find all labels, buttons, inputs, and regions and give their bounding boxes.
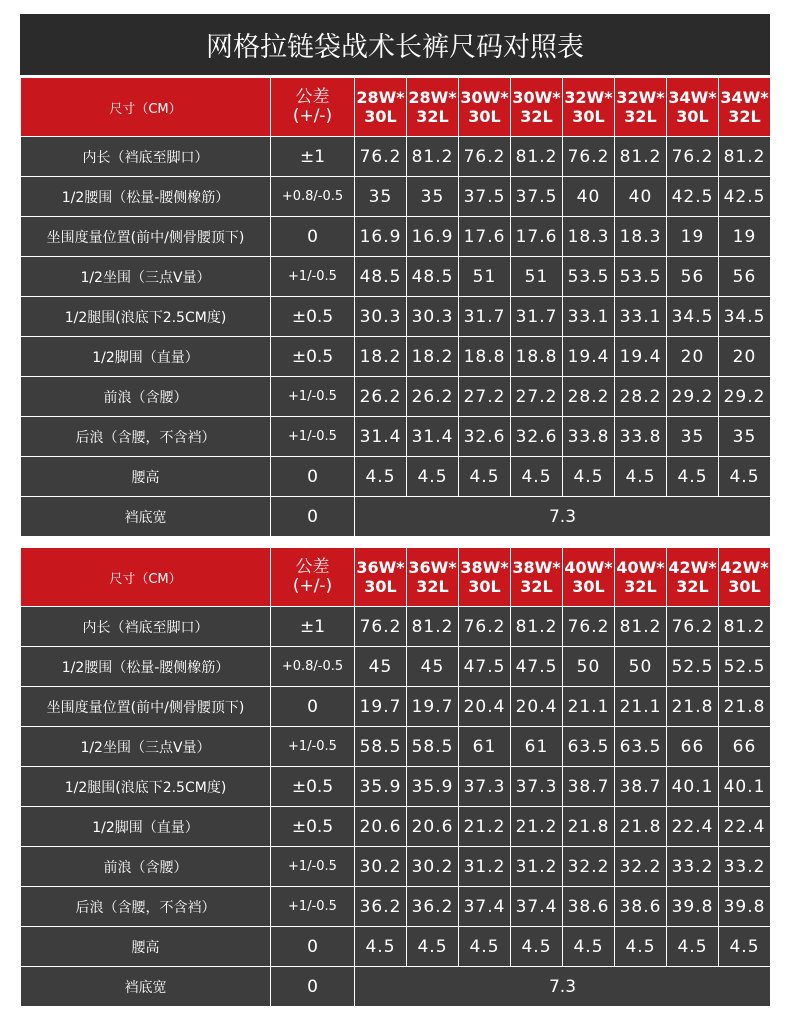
size-label-header: 尺寸（CM） (21, 548, 271, 607)
measurement-value: 35.9 (355, 767, 407, 807)
measurement-value: 61 (459, 727, 511, 767)
measurement-value: 4.5 (459, 927, 511, 967)
size-waist: 38W* (512, 558, 561, 577)
measurement-value: 40 (563, 177, 615, 217)
measurement-value: 20.4 (459, 687, 511, 727)
measurement-label: 1/2脚围（直量） (21, 807, 271, 847)
measurement-value: 81.2 (511, 137, 563, 177)
measurement-value: 33.1 (615, 297, 667, 337)
measurement-value: 4.5 (667, 927, 719, 967)
measurement-value: 31.2 (459, 847, 511, 887)
measurement-value: 4.5 (563, 927, 615, 967)
measurement-value: 39.8 (667, 887, 719, 927)
table-row (21, 807, 771, 847)
measurement-value: 63.5 (615, 727, 667, 767)
measurement-value: 36.2 (355, 887, 407, 927)
measurement-value: 58.5 (407, 727, 459, 767)
measurement-value: 19 (667, 217, 719, 257)
tolerance-value: +1/-0.5 (271, 417, 355, 457)
tolerance-value: 0 (271, 687, 355, 727)
table-row (21, 927, 771, 967)
size-header (407, 78, 459, 137)
measurement-value: 56 (667, 257, 719, 297)
table-row (21, 687, 771, 727)
measurement-value: 50 (563, 647, 615, 687)
measurement-value: 38.6 (563, 887, 615, 927)
tolerance-value: +0.8/-0.5 (271, 647, 355, 687)
size-length: 32L (520, 577, 553, 596)
measurement-label: 后浪（含腰，不含裆） (21, 417, 271, 457)
measurement-value: 36.2 (407, 887, 459, 927)
measurement-value: 81.2 (615, 607, 667, 647)
tolerance-value: +1/-0.5 (271, 257, 355, 297)
measurement-value: 18.3 (563, 217, 615, 257)
measurement-value: 63.5 (563, 727, 615, 767)
measurement-value: 47.5 (459, 647, 511, 687)
table-row (21, 217, 771, 257)
size-chart (20, 14, 770, 1016)
size-header (563, 78, 615, 137)
size-length: 32L (520, 107, 553, 126)
size-waist: 34W* (720, 88, 769, 107)
measurement-value: 27.2 (511, 377, 563, 417)
size-waist: 28W* (356, 88, 405, 107)
measurement-label: 1/2坐围（三点V量） (21, 727, 271, 767)
measurement-value: 22.4 (719, 807, 771, 847)
measurement-value: 29.2 (667, 377, 719, 417)
size-header (511, 548, 563, 607)
measurement-value: 4.5 (615, 457, 667, 497)
tolerance-header (271, 548, 355, 607)
measurement-value: 17.6 (459, 217, 511, 257)
measurement-value: 37.4 (459, 887, 511, 927)
crotch-width-value: 7.3 (355, 967, 771, 1007)
size-length: 32L (676, 577, 709, 596)
measurement-label: 1/2坐围（三点V量） (21, 257, 271, 297)
measurement-value: 35 (355, 177, 407, 217)
measurement-value: 39.8 (719, 887, 771, 927)
measurement-value: 33.2 (667, 847, 719, 887)
size-header (459, 548, 511, 607)
measurement-value: 47.5 (511, 647, 563, 687)
measurement-value: 28.2 (563, 377, 615, 417)
table-row (21, 887, 771, 927)
measurement-value: 31.4 (407, 417, 459, 457)
measurement-value: 48.5 (355, 257, 407, 297)
measurement-value: 40.1 (667, 767, 719, 807)
measurement-value: 50 (615, 647, 667, 687)
measurement-value: 38.7 (615, 767, 667, 807)
size-waist: 32W* (616, 88, 665, 107)
measurement-value: 81.2 (511, 607, 563, 647)
measurement-value: 35 (719, 417, 771, 457)
measurement-value: 20 (719, 337, 771, 377)
size-waist: 42W* (668, 558, 717, 577)
measurement-value: 34.5 (667, 297, 719, 337)
size-label-header: 尺寸（CM） (21, 78, 271, 137)
size-table-2 (20, 547, 771, 1007)
tolerance-value: 0 (271, 457, 355, 497)
measurement-label: 1/2脚围（直量） (21, 337, 271, 377)
tolerance-value: 0 (271, 497, 355, 537)
measurement-value: 51 (511, 257, 563, 297)
size-waist: 30W* (512, 88, 561, 107)
size-waist: 36W* (356, 558, 405, 577)
measurement-value: 37.3 (511, 767, 563, 807)
measurement-label: 前浪（含腰） (21, 377, 271, 417)
measurement-value: 4.5 (615, 927, 667, 967)
measurement-label: 1/2腰围（松量-腰侧橡筋） (21, 647, 271, 687)
table-row (21, 767, 771, 807)
tolerance-value: +1/-0.5 (271, 887, 355, 927)
measurement-value: 21.2 (511, 807, 563, 847)
measurement-value: 32.6 (459, 417, 511, 457)
tolerance-value: 0 (271, 927, 355, 967)
measurement-value: 33.8 (563, 417, 615, 457)
measurement-value: 42.5 (719, 177, 771, 217)
table-row (21, 137, 771, 177)
table-row (21, 257, 771, 297)
measurement-value: 81.2 (719, 137, 771, 177)
measurement-value: 31.7 (511, 297, 563, 337)
measurement-value: 20 (667, 337, 719, 377)
table-row (21, 417, 771, 457)
measurement-value: 40.1 (719, 767, 771, 807)
measurement-value: 76.2 (459, 607, 511, 647)
measurement-value: 31.2 (511, 847, 563, 887)
size-waist: 36W* (408, 558, 457, 577)
measurement-value: 31.4 (355, 417, 407, 457)
size-header (667, 78, 719, 137)
measurement-value: 53.5 (563, 257, 615, 297)
size-length: 32L (416, 107, 449, 126)
measurement-value: 53.5 (615, 257, 667, 297)
measurement-value: 21.2 (459, 807, 511, 847)
measurement-value: 81.2 (407, 137, 459, 177)
measurement-value: 19.7 (355, 687, 407, 727)
measurement-value: 76.2 (563, 607, 615, 647)
table-row (21, 337, 771, 377)
measurement-value: 32.6 (511, 417, 563, 457)
size-length: 32L (624, 107, 657, 126)
size-waist: 32W* (564, 88, 613, 107)
measurement-value: 76.2 (667, 607, 719, 647)
tolerance-value: +0.8/-0.5 (271, 177, 355, 217)
measurement-label: 1/2腰围（松量-腰侧橡筋） (21, 177, 271, 217)
table-row (21, 967, 771, 1007)
measurement-value: 76.2 (459, 137, 511, 177)
measurement-value: 21.1 (563, 687, 615, 727)
size-header (719, 78, 771, 137)
measurement-value: 61 (511, 727, 563, 767)
measurement-value: 29.2 (719, 377, 771, 417)
size-header (407, 548, 459, 607)
measurement-value: 37.3 (459, 767, 511, 807)
measurement-label: 前浪（含腰） (21, 847, 271, 887)
measurement-value: 40 (615, 177, 667, 217)
measurement-value: 21.8 (615, 807, 667, 847)
measurement-value: 32.2 (563, 847, 615, 887)
measurement-value: 42.5 (667, 177, 719, 217)
tolerance-header-line1: 公差 (295, 87, 330, 107)
measurement-value: 4.5 (563, 457, 615, 497)
measurement-value: 20.4 (511, 687, 563, 727)
measurement-value: 33.2 (719, 847, 771, 887)
measurement-value: 66 (719, 727, 771, 767)
measurement-value: 21.8 (719, 687, 771, 727)
measurement-label: 腰高 (21, 457, 271, 497)
measurement-value: 28.2 (615, 377, 667, 417)
size-length: 30L (364, 577, 397, 596)
measurement-value: 4.5 (719, 927, 771, 967)
measurement-value: 18.8 (511, 337, 563, 377)
chart-title: 网格拉链袋战术长裤尺码对照表 (20, 14, 770, 75)
measurement-value: 45 (355, 647, 407, 687)
measurement-value: 30.2 (407, 847, 459, 887)
measurement-value: 4.5 (511, 927, 563, 967)
measurement-value: 35.9 (407, 767, 459, 807)
table-row (21, 457, 771, 497)
size-header (667, 548, 719, 607)
measurement-value: 19.7 (407, 687, 459, 727)
measurement-value: 48.5 (407, 257, 459, 297)
size-waist: 40W* (616, 558, 665, 577)
measurement-value: 52.5 (719, 647, 771, 687)
table-row (21, 297, 771, 337)
measurement-value: 45 (407, 647, 459, 687)
size-length: 30L (728, 577, 761, 596)
measurement-value: 4.5 (459, 457, 511, 497)
measurement-value: 56 (719, 257, 771, 297)
crotch-width-value: 7.3 (355, 497, 771, 537)
measurement-label: 1/2腿围(浪底下2.5CM度) (21, 767, 271, 807)
measurement-label: 裆底宽 (21, 497, 271, 537)
size-header (511, 78, 563, 137)
tolerance-value: +1/-0.5 (271, 847, 355, 887)
size-header (355, 78, 407, 137)
size-length: 30L (572, 577, 605, 596)
measurement-value: 21.1 (615, 687, 667, 727)
tolerance-value: 0 (271, 967, 355, 1007)
measurement-value: 4.5 (407, 927, 459, 967)
table-row (21, 497, 771, 537)
tolerance-value: ±1 (271, 607, 355, 647)
measurement-value: 76.2 (355, 607, 407, 647)
size-header (355, 548, 407, 607)
tolerance-value: ±0.5 (271, 297, 355, 337)
measurement-value: 20.6 (355, 807, 407, 847)
measurement-value: 37.5 (511, 177, 563, 217)
tolerance-value: 0 (271, 217, 355, 257)
measurement-value: 17.6 (511, 217, 563, 257)
measurement-value: 76.2 (563, 137, 615, 177)
table-row (21, 727, 771, 767)
tolerance-value: ±0.5 (271, 807, 355, 847)
measurement-value: 4.5 (407, 457, 459, 497)
measurement-value: 4.5 (667, 457, 719, 497)
measurement-value: 31.7 (459, 297, 511, 337)
size-length: 32L (624, 577, 657, 596)
measurement-value: 4.5 (511, 457, 563, 497)
measurement-label: 腰高 (21, 927, 271, 967)
tolerance-value: +1/-0.5 (271, 377, 355, 417)
measurement-label: 后浪（含腰，不含裆） (21, 887, 271, 927)
measurement-value: 19.4 (563, 337, 615, 377)
measurement-value: 81.2 (407, 607, 459, 647)
table-row (21, 847, 771, 887)
measurement-value: 4.5 (355, 457, 407, 497)
measurement-value: 34.5 (719, 297, 771, 337)
measurement-value: 30.2 (355, 847, 407, 887)
table-row (21, 647, 771, 687)
measurement-value: 16.9 (355, 217, 407, 257)
measurement-value: 4.5 (719, 457, 771, 497)
size-header (719, 548, 771, 607)
measurement-value: 19 (719, 217, 771, 257)
table-row (21, 177, 771, 217)
measurement-value: 26.2 (355, 377, 407, 417)
measurement-value: 76.2 (667, 137, 719, 177)
measurement-value: 19.4 (615, 337, 667, 377)
size-header (459, 78, 511, 137)
measurement-value: 21.8 (667, 687, 719, 727)
tolerance-header-line2: (+/-) (292, 576, 333, 596)
measurement-value: 35 (407, 177, 459, 217)
measurement-value: 52.5 (667, 647, 719, 687)
header-row (21, 78, 771, 137)
measurement-value: 37.4 (511, 887, 563, 927)
size-waist: 40W* (564, 558, 613, 577)
measurement-value: 16.9 (407, 217, 459, 257)
measurement-value: 27.2 (459, 377, 511, 417)
measurement-value: 58.5 (355, 727, 407, 767)
measurement-value: 18.2 (355, 337, 407, 377)
measurement-value: 30.3 (355, 297, 407, 337)
measurement-value: 76.2 (355, 137, 407, 177)
tolerance-value: ±0.5 (271, 767, 355, 807)
measurement-value: 32.2 (615, 847, 667, 887)
measurement-value: 66 (667, 727, 719, 767)
size-waist: 38W* (460, 558, 509, 577)
size-length: 32L (728, 107, 761, 126)
tolerance-value: +1/-0.5 (271, 727, 355, 767)
tolerance-header-line1: 公差 (295, 557, 330, 577)
measurement-value: 30.3 (407, 297, 459, 337)
measurement-label: 1/2腿围(浪底下2.5CM度) (21, 297, 271, 337)
tolerance-header-line2: (+/-) (292, 106, 333, 126)
size-length: 30L (364, 107, 397, 126)
measurement-value: 22.4 (667, 807, 719, 847)
table-row (21, 607, 771, 647)
size-header (615, 78, 667, 137)
measurement-value: 38.6 (615, 887, 667, 927)
size-waist: 34W* (668, 88, 717, 107)
measurement-value: 20.6 (407, 807, 459, 847)
header-row (21, 548, 771, 607)
measurement-value: 26.2 (407, 377, 459, 417)
measurement-label: 裆底宽 (21, 967, 271, 1007)
measurement-label: 内长（裆底至脚口） (21, 607, 271, 647)
measurement-value: 35 (667, 417, 719, 457)
measurement-label: 坐围度量位置(前中/侧骨腰顶下) (21, 687, 271, 727)
measurement-label: 内长（裆底至脚口） (21, 137, 271, 177)
measurement-value: 38.7 (563, 767, 615, 807)
size-length: 32L (416, 577, 449, 596)
measurement-value: 18.8 (459, 337, 511, 377)
measurement-value: 21.8 (563, 807, 615, 847)
measurement-value: 33.8 (615, 417, 667, 457)
size-table-1 (20, 77, 771, 537)
tolerance-value: ±1 (271, 137, 355, 177)
measurement-value: 18.3 (615, 217, 667, 257)
measurement-value: 81.2 (719, 607, 771, 647)
size-waist: 28W* (408, 88, 457, 107)
size-header (615, 548, 667, 607)
measurement-value: 18.2 (407, 337, 459, 377)
measurement-label: 坐围度量位置(前中/侧骨腰顶下) (21, 217, 271, 257)
tolerance-header (271, 78, 355, 137)
measurement-value: 33.1 (563, 297, 615, 337)
measurement-value: 51 (459, 257, 511, 297)
tolerance-value: ±0.5 (271, 337, 355, 377)
measurement-value: 81.2 (615, 137, 667, 177)
size-length: 30L (572, 107, 605, 126)
measurement-value: 37.5 (459, 177, 511, 217)
size-waist: 30W* (460, 88, 509, 107)
size-waist: 42W* (720, 558, 769, 577)
size-header (563, 548, 615, 607)
size-length: 30L (468, 107, 501, 126)
size-length: 30L (468, 577, 501, 596)
size-length: 30L (676, 107, 709, 126)
measurement-value: 4.5 (355, 927, 407, 967)
table-row (21, 377, 771, 417)
